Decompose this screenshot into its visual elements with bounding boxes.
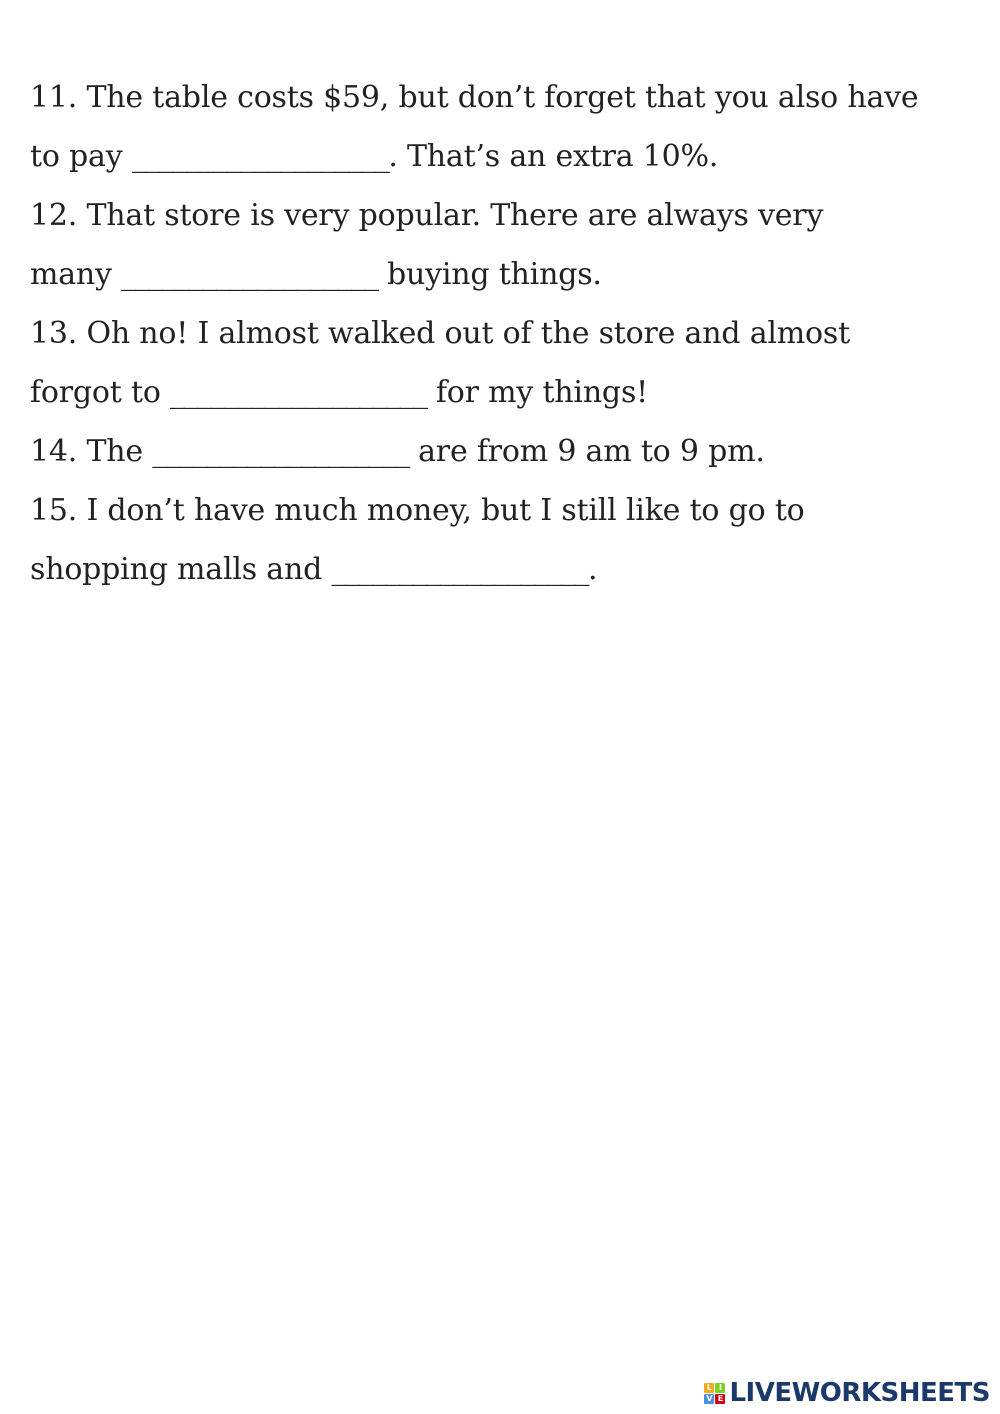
question-text: shopping malls and — [30, 552, 332, 587]
worksheet-body — [30, 68, 980, 599]
question-text: many — [30, 257, 122, 292]
question-13-line-1 — [30, 304, 980, 363]
question-12-line-1 — [30, 186, 980, 245]
question-text: are from 9 am to 9 pm. — [408, 434, 765, 469]
question-text: . That’s an extra 10%. — [388, 139, 719, 174]
question-text: forgot to — [30, 375, 171, 410]
question-15-line-1 — [30, 481, 980, 540]
question-text: for my things! — [426, 375, 648, 410]
logo-cell: V — [706, 1394, 713, 1403]
question-text: 11. The table costs $59, but don’t forget that you also have — [30, 80, 919, 115]
liveworksheets-logo-icon — [704, 1383, 725, 1404]
question-11-line-2 — [30, 127, 980, 186]
question-text: 12. That store is very popular. There are always very — [30, 198, 824, 233]
answer-blank-11[interactable]: ___________________ — [131, 139, 389, 174]
question-15-line-2 — [30, 540, 980, 599]
brand-wordmark: LIVEWORKSHEETS — [729, 1378, 990, 1408]
question-text: 15. I don’t have much money, but I still like to go to — [30, 493, 805, 528]
answer-blank-12[interactable]: ___________________ — [121, 257, 378, 292]
answer-blank-14[interactable]: ___________________ — [152, 434, 409, 469]
liveworksheets-brand — [704, 1378, 990, 1408]
question-text: 13. Oh no! I almost walked out of the store and almost — [30, 316, 850, 351]
question-text: to pay — [30, 139, 132, 174]
logo-cell: I — [715, 1383, 725, 1393]
question-12-line-2 — [30, 245, 980, 304]
question-11-line-1 — [30, 68, 980, 127]
question-text: 14. The — [30, 434, 153, 469]
logo-cell: L — [704, 1383, 714, 1393]
answer-blank-13[interactable]: ___________________ — [170, 375, 427, 410]
answer-blank-15[interactable]: ___________________ — [331, 552, 588, 587]
logo-cell: E — [715, 1394, 725, 1404]
question-text: buying things. — [377, 257, 602, 292]
question-13-line-2 — [30, 363, 980, 422]
question-14-line-1 — [30, 422, 980, 481]
question-text: . — [587, 552, 598, 587]
